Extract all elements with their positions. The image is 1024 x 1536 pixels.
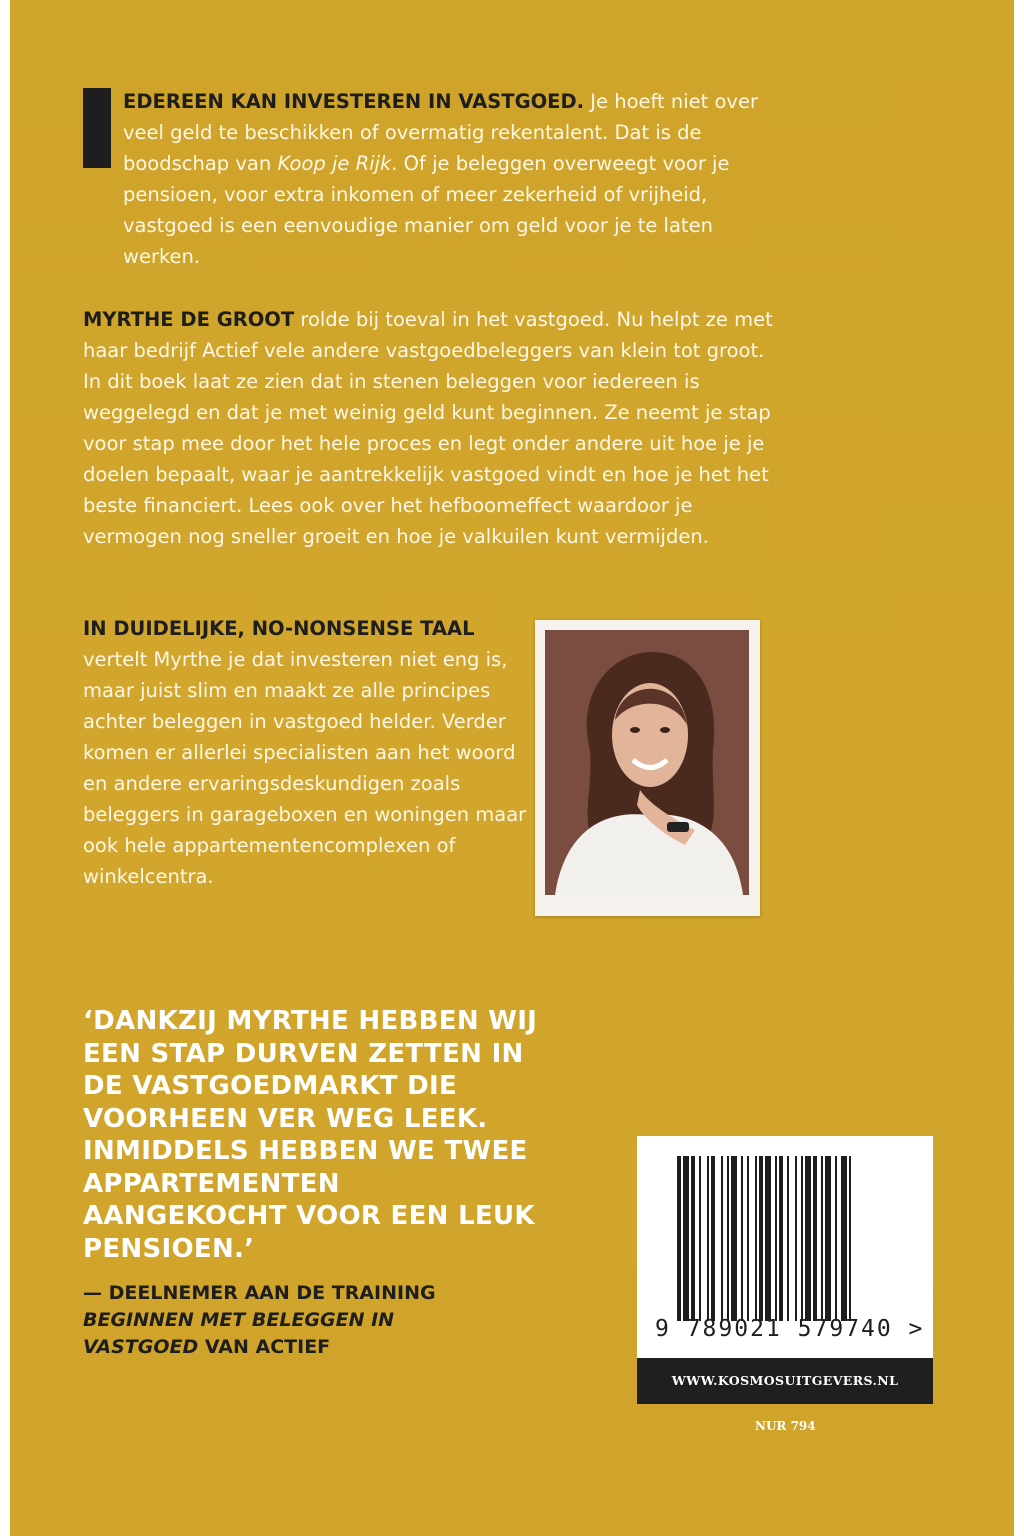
author-lead: MYRTHE DE GROOT	[83, 308, 295, 331]
training-name: BEGINNEN MET BELEGGEN IN VASTGOED	[83, 1309, 395, 1358]
author-photo-frame	[535, 620, 760, 916]
attribution-prefix: — DEELNEMER AAN DE TRAINING	[83, 1282, 436, 1304]
author-text: rolde bij toeval in het vastgoed. Nu helpt ze met haar bedrijf Actief vele andere vastgoedbeleggers van klein tot groot. In dit boek laat ze zien dat in stenen beleggen voor iedereen is weggelegd en dat je met weinig geld kunt beginnen. Ze neemt je stap voor stap mee door het hele proces en legt onder andere uit hoe je je doelen bepaalt, waar je aantrekkelijk vastgoed vindt en hoe je het het beste financiert. Lees ook over het hefboomeffect waardoor je vermogen nog sneller groeit en hoe je valkuilen kunt vermijden.	[83, 308, 773, 548]
back-cover	[10, 0, 1014, 1536]
barcode-bars	[677, 1156, 903, 1321]
author-paragraph	[83, 304, 783, 552]
book-title-italic: Koop je Rijk	[277, 152, 392, 175]
intro-paragraph	[123, 86, 783, 272]
publisher-website: WWW.KOSMOSUITGEVERS.NL	[637, 1358, 933, 1404]
intro-text-a: Je hoeft niet over veel geld te beschikken of overmatig rekentalent. Dat is de boodschap van	[123, 90, 758, 175]
attribution-suffix: VAN ACTIEF	[198, 1336, 331, 1358]
plain-lead: IN DUIDELIJKE, NO-NONSENSE TAAL	[83, 617, 475, 640]
intro-lead: EDEREEN KAN INVESTEREN IN VASTGOED.	[123, 90, 585, 113]
testimonial-attribution	[83, 1280, 513, 1361]
barcode-box	[637, 1136, 933, 1404]
author-photo	[545, 630, 749, 895]
testimonial-quote: ‘DANKZIJ MYRTHE HEBBEN WIJ EEN STAP DURVEN ZETTEN IN DE VASTGOEDMARKT DIE VOORHEEN VER WEG LEEK. INMIDDELS HEBBEN WE TWEE APPARTEMENTEN AANGEKOCHT VOOR EEN LEUK PENSIOEN.’	[83, 1006, 538, 1264]
plain-text: vertelt Myrthe je dat investeren niet eng is, maar juist slim en maakt ze alle principes achter beleggen in vastgoed helder. Verder komen er allerlei specialisten aan het woord en andere ervaringsdeskundigen zoals beleggers in garageboxen en woningen maar ook hele appartementencomplexen of winkelcentra.	[83, 648, 527, 888]
intro-text-b: . Of je beleggen overweegt voor je pensioen, voor extra inkomen of meer zekerheid of vrijheid, vastgoed is een eenvoudige manier om geld voor je te laten werken.	[123, 152, 730, 268]
nur-code: NUR 794	[755, 1419, 816, 1433]
drop-cap-i	[83, 88, 111, 168]
plain-language-paragraph	[83, 613, 533, 892]
isbn-number: 9 789021 579740 >	[655, 1316, 925, 1342]
